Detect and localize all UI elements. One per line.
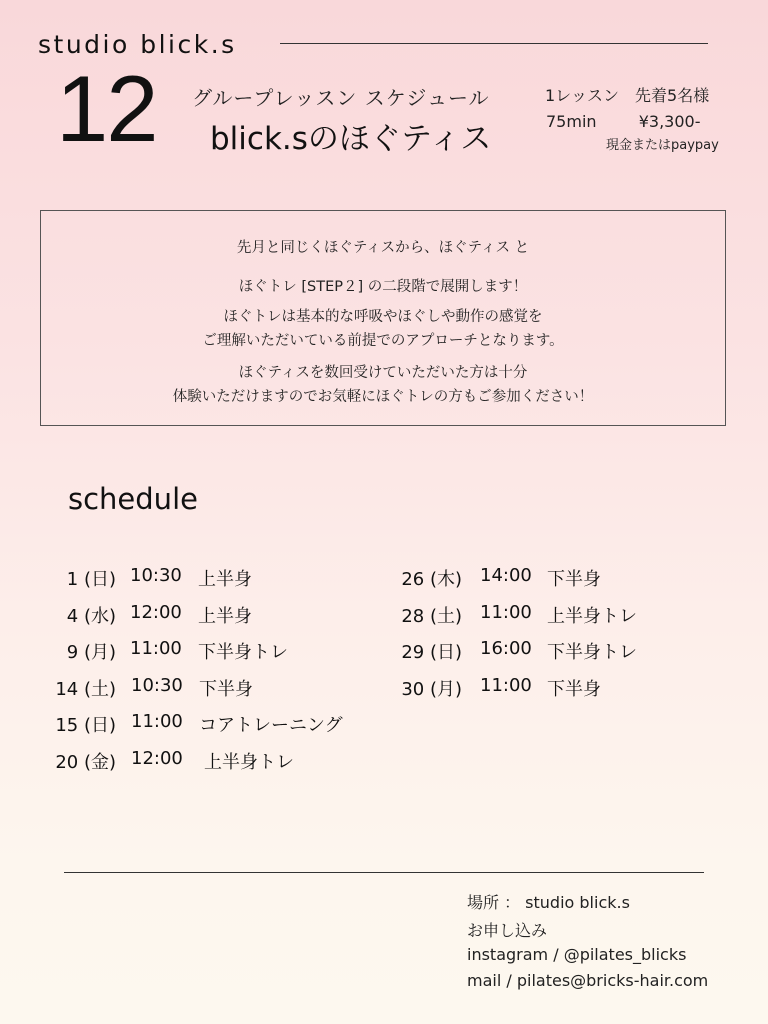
notice-line: 体験いただけますのでお気軽にほぐトレの方もご参加ください！ — [172, 389, 594, 405]
schedule-class: 下半身 — [547, 569, 601, 590]
schedule-time: 11:00 — [130, 638, 182, 659]
schedule-date: 4 (水) — [66, 606, 116, 627]
schedule-date: 28 (土) — [401, 606, 462, 627]
schedule-class: 下半身トレ — [198, 642, 288, 663]
footer-instagram[interactable]: instagram / @pilates_blicks — [467, 945, 687, 964]
notice-line: ほぐトレは基本的な呼吸やほぐしや動作の感覚を — [223, 309, 543, 325]
notice-box — [40, 210, 726, 426]
schedule-class: 下半身 — [199, 679, 253, 700]
payment-note: 現金またはpaypay — [606, 138, 719, 153]
schedule-class: 上半身トレ — [204, 752, 294, 773]
notice-line: 先月と同じくほぐティスから、ほぐティス と — [236, 240, 530, 256]
schedule-time: 12:00 — [130, 602, 182, 623]
schedule-time: 11:00 — [480, 602, 532, 623]
schedule-date: 9 (月) — [66, 642, 116, 663]
schedule-date: 14 (土) — [55, 679, 116, 700]
footer-location: 場所 ： studio blick.s — [467, 893, 630, 912]
schedule-class: 下半身トレ — [547, 642, 637, 663]
studio-name: studio blick.s — [38, 30, 237, 59]
schedule-class: 下半身 — [547, 679, 601, 700]
header-divider — [280, 43, 708, 44]
schedule-date: 26 (木) — [401, 569, 462, 590]
footer-apply-label: お申し込み — [467, 921, 548, 940]
schedule-time: 12:00 — [131, 748, 183, 769]
schedule-date: 29 (日) — [401, 642, 462, 663]
schedule-time: 10:30 — [131, 675, 183, 696]
price-duration: 75min ¥3,300- — [546, 112, 701, 131]
notice-line: ほぐティスを数回受けていただいた方は十分 — [238, 365, 528, 381]
month-number: 12 — [56, 56, 157, 161]
schedule-class: 上半身 — [198, 606, 252, 627]
lesson-title: blick.sのほぐティス — [210, 121, 492, 157]
schedule-date: 15 (日) — [55, 715, 116, 736]
notice-line: ほぐトレ [STEP２] の二段階で展開します！ — [238, 279, 528, 295]
schedule-class: 上半身トレ — [547, 606, 637, 627]
schedule-date: 30 (月) — [401, 679, 462, 700]
schedule-class: コアトレーニング — [199, 715, 343, 736]
footer-mail[interactable]: mail / pilates@bricks-hair.com — [467, 971, 709, 990]
lesson-subtitle: グループレッスン スケジュール — [192, 86, 490, 110]
schedule-time: 14:00 — [480, 565, 532, 586]
schedule-time: 16:00 — [480, 638, 532, 659]
price-capacity: 1レッスン 先着5名様 — [545, 86, 710, 105]
schedule-date: 1 (日) — [66, 569, 116, 590]
schedule-date: 20 (金) — [55, 752, 116, 773]
schedule-heading: schedule — [68, 482, 198, 516]
notice-line: ご理解いただいている前提でのアプローチとなります。 — [202, 333, 564, 349]
schedule-class: 上半身 — [198, 569, 252, 590]
schedule-time: 11:00 — [131, 711, 183, 732]
footer-divider — [64, 872, 704, 873]
schedule-time: 11:00 — [480, 675, 532, 696]
schedule-time: 10:30 — [130, 565, 182, 586]
